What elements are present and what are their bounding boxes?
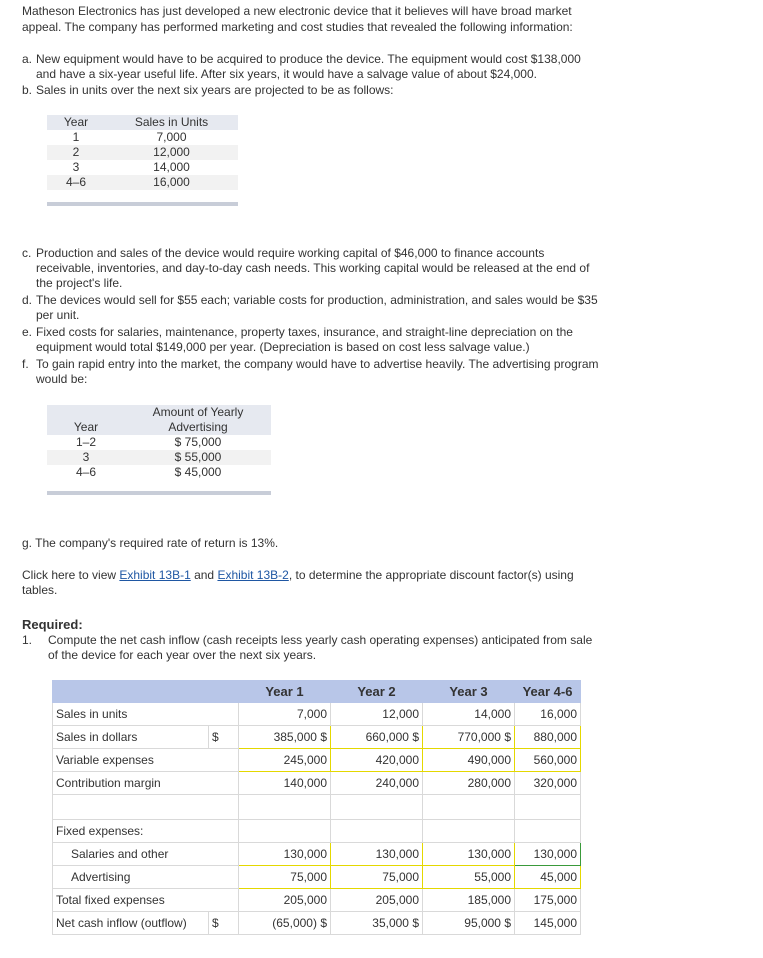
row-blank: [53, 795, 581, 820]
exhibit-text: Click here to view Exhibit 13B-1 and Exhibit 13B-2, to determine the appropriate discount factor(s) using tables.: [22, 568, 574, 597]
item-d: d. The devices would sell for $55 each; variable costs for production, administration, and sales would be $35 per unit.: [22, 293, 598, 322]
item-e: e. Fixed costs for salaries, maintenance, property taxes, insurance, and straight-line depreciation on the equipment would total $149,000 per year. (Depreciation is based on cost less salvage value.): [22, 325, 573, 354]
input-salaries-y1[interactable]: 130,000: [239, 843, 331, 866]
required-1: 1. Compute the net cash inflow (cash receipts less yearly cash operating expenses) anticipated from sale of the device for each year over the next six years.: [22, 633, 593, 662]
advertising-table: Amount of Yearly Year Advertising 1–2 $ 75,000 3 $ 55,000 4–6 $ 45,000: [47, 405, 271, 480]
intro-line-1: Matheson Electronics has just developed a new electronic device that it believes will have broad market: [22, 4, 572, 18]
exhibit-13b-1-link[interactable]: Exhibit 13B-1: [119, 568, 191, 582]
sales-units-table: Year Sales in Units 1 7,000 2 12,000 3 14,000 4–6 16,000: [47, 115, 238, 190]
item-g: g. The company's required rate of return is 13%.: [22, 536, 279, 550]
row-contribution: Contribution margin 140,000 240,000 280,000 320,000: [53, 772, 581, 795]
row-advertising: Advertising 75,000 75,000 55,000 45,000: [53, 866, 581, 889]
input-variable-y1[interactable]: 245,000: [239, 749, 331, 772]
row-fixed-header: Fixed expenses:: [53, 820, 581, 843]
input-salaries-y3[interactable]: 130,000: [423, 843, 515, 866]
row-salaries: Salaries and other 130,000 130,000 130,000 130,000: [53, 843, 581, 866]
input-salaries-y2[interactable]: 130,000: [331, 843, 423, 866]
exhibit-13b-2-link[interactable]: Exhibit 13B-2: [217, 568, 289, 582]
item-c: c. Production and sales of the device would require working capital of $46,000 to finance accounts receivable, inventories, and day-to-day cash needs. This working capital would be released at the end of the project's life.: [22, 246, 590, 290]
input-adv-y2[interactable]: 75,000: [331, 866, 423, 889]
input-adv-y3[interactable]: 55,000: [423, 866, 515, 889]
input-salaries-y4[interactable]: 130,000: [515, 843, 581, 866]
sales-table-rule: [47, 202, 238, 206]
item-f: f. To gain rapid entry into the market, the company would have to advertise heavily. The advertising program would be:: [22, 357, 599, 386]
input-sales-dollars-y3[interactable]: 770,000 $: [423, 726, 515, 749]
input-adv-y1[interactable]: 75,000: [239, 866, 331, 889]
row-sales-units: Sales in units 7,000 12,000 14,000 16,000: [53, 703, 581, 726]
input-variable-y4[interactable]: 560,000: [515, 749, 581, 772]
cash-table-header: Year 1 Year 2 Year 3 Year 4-6: [53, 681, 581, 703]
required-title: Required:: [22, 617, 83, 632]
intro-line-2: appeal. The company has performed marketing and cost studies that revealed the following information:: [22, 20, 573, 34]
item-b: b. Sales in units over the next six years are projected to be as follows:: [22, 83, 394, 97]
input-variable-y3[interactable]: 490,000: [423, 749, 515, 772]
input-adv-y4[interactable]: 45,000: [515, 866, 581, 889]
cash-inflow-table: [52, 680, 581, 935]
adv-table-rule: [47, 491, 271, 495]
row-net-cash: Net cash inflow (outflow) $ (65,000) $ 35,000 $ 95,000 $ 145,000: [53, 912, 581, 935]
input-sales-dollars-y4[interactable]: 880,000: [515, 726, 581, 749]
input-sales-dollars-y2[interactable]: 660,000 $: [331, 726, 423, 749]
input-variable-y2[interactable]: 420,000: [331, 749, 423, 772]
row-sales-dollars: Sales in dollars $ 385,000 $ 660,000 $ 770,000 $ 880,000: [53, 726, 581, 749]
item-a: a. New equipment would have to be acquired to produce the device. The equipment would cost $138,000 and have a six-year useful life. After six years, it would have a salvage value of about $24,000.: [22, 52, 581, 81]
row-variable: Variable expenses 245,000 420,000 490,000 560,000: [53, 749, 581, 772]
row-total-fixed: Total fixed expenses 205,000 205,000 185,000 175,000: [53, 889, 581, 912]
input-sales-dollars-y1[interactable]: 385,000 $: [239, 726, 331, 749]
